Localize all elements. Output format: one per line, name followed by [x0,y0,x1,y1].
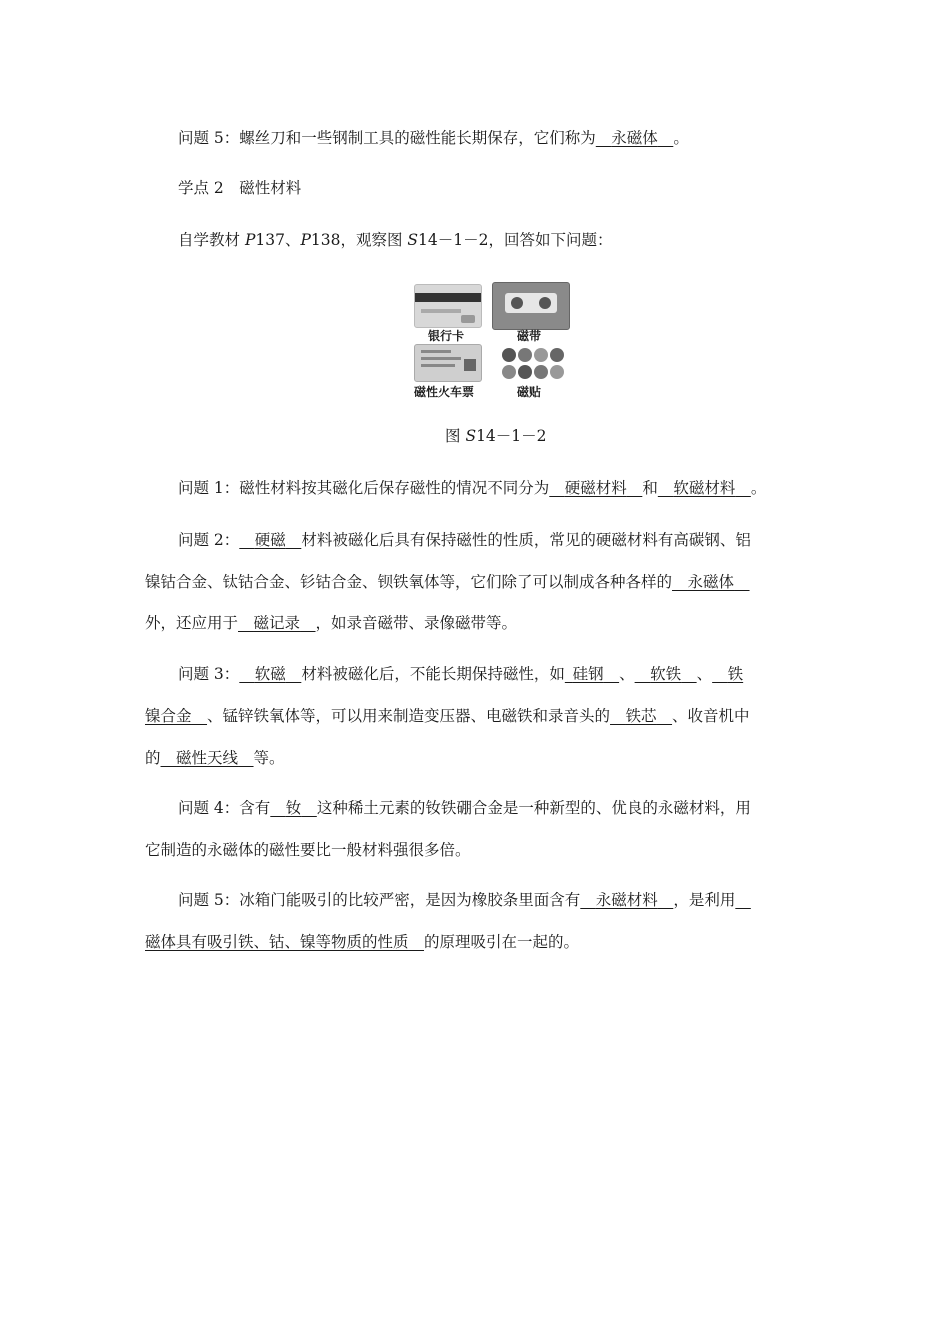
answer-blank: 永磁体 [611,129,658,147]
answer-blank: 硬磁 [254,531,286,549]
answer-blank: 磁体具有吸引铁、钴、镍等物质的性质 [145,933,409,951]
answer-blank: 铁芯 [625,707,657,725]
label-magnets: 磁贴 [517,385,542,399]
answer-blank: 永磁材料 [595,891,658,909]
question-3-line-2: 镍合金 、锰锌铁氧体等，可以用来制造变压器、电磁铁和录音头的 铁芯 、收音机中 [145,707,750,725]
question-2-line-3: 外，还应用于 磁记录 ，如录音磁带、录像磁带等。 [145,614,518,632]
answer-blank: 磁记录 [253,614,301,632]
section-heading: 学点 2 磁性材料 [178,179,302,197]
label-magnetic-ticket: 磁性火车票 [414,385,475,399]
question-4-line-2: 它制造的永磁体的磁性要比一般材料强很多倍。 [145,841,471,859]
question-3-line-1: 问题 3： 软磁 材料被磁化后，不能长期保持磁性，如 硅钢 、 软铁 、 铁 [178,665,744,683]
question-1: 问题 1：磁性材料按其磁化后保存磁性的情况不同分为 硬磁材料 和 软磁材料 。 [178,479,767,497]
question-4-line-1: 问题 4：含有 钕 这种稀土元素的钕铁硼合金是一种新型的、优良的永磁材料，用 [178,799,751,817]
question-5-line-2: 磁体具有吸引铁、钴、镍等物质的性质 的原理吸引在一起的。 [145,933,580,951]
figure-magnetic-items [400,280,580,405]
label-cassette-tape: 磁带 [517,329,542,343]
magnetic-ticket-image [414,344,482,382]
answer-blank: 铁 [727,665,744,683]
answer-blank: 磁性天线 [176,749,239,767]
answer-blank: 软磁 [254,665,286,683]
question-2-line-1: 问题 2： 硬磁 材料被磁化后具有保持磁性的性质，常见的硬磁材料有高碳钢、铝 [178,531,751,549]
answer-blank: 硬磁材料 [564,479,627,497]
figure-caption: 图 S14－1－2 [445,427,547,445]
answer-blank: 镍合金 [145,707,192,725]
answer-blank: 硅钢 [572,665,604,683]
label-bank-card: 银行卡 [428,329,465,343]
answer-blank: 钕 [285,799,302,817]
bank-card-image [414,284,482,328]
question-5-top: 问题 5：螺丝刀和一些钢制工具的磁性能长期保存，它们称为 永磁体 。 [178,129,689,147]
answer-blank: 软磁材料 [673,479,736,497]
magnets-image [500,346,566,382]
question-5-line-1: 问题 5：冰箱门能吸引的比较严密，是因为橡胶条里面含有 永磁材料 ，是利用 [178,891,736,909]
question-3-line-3: 的 磁性天线 等。 [145,749,285,767]
answer-blank: 软铁 [650,665,682,683]
cassette-tape-image [492,282,570,330]
answer-blank: 永磁体 [687,573,735,591]
intro-line: 自学教材 P137、P138，观察图 S14－1－2，回答如下问题： [178,231,613,249]
question-2-line-2: 镍钴合金、钛钴合金、钐钴合金、钡铁氧体等，它们除了可以制成各种各样的 永磁体 [145,573,735,591]
